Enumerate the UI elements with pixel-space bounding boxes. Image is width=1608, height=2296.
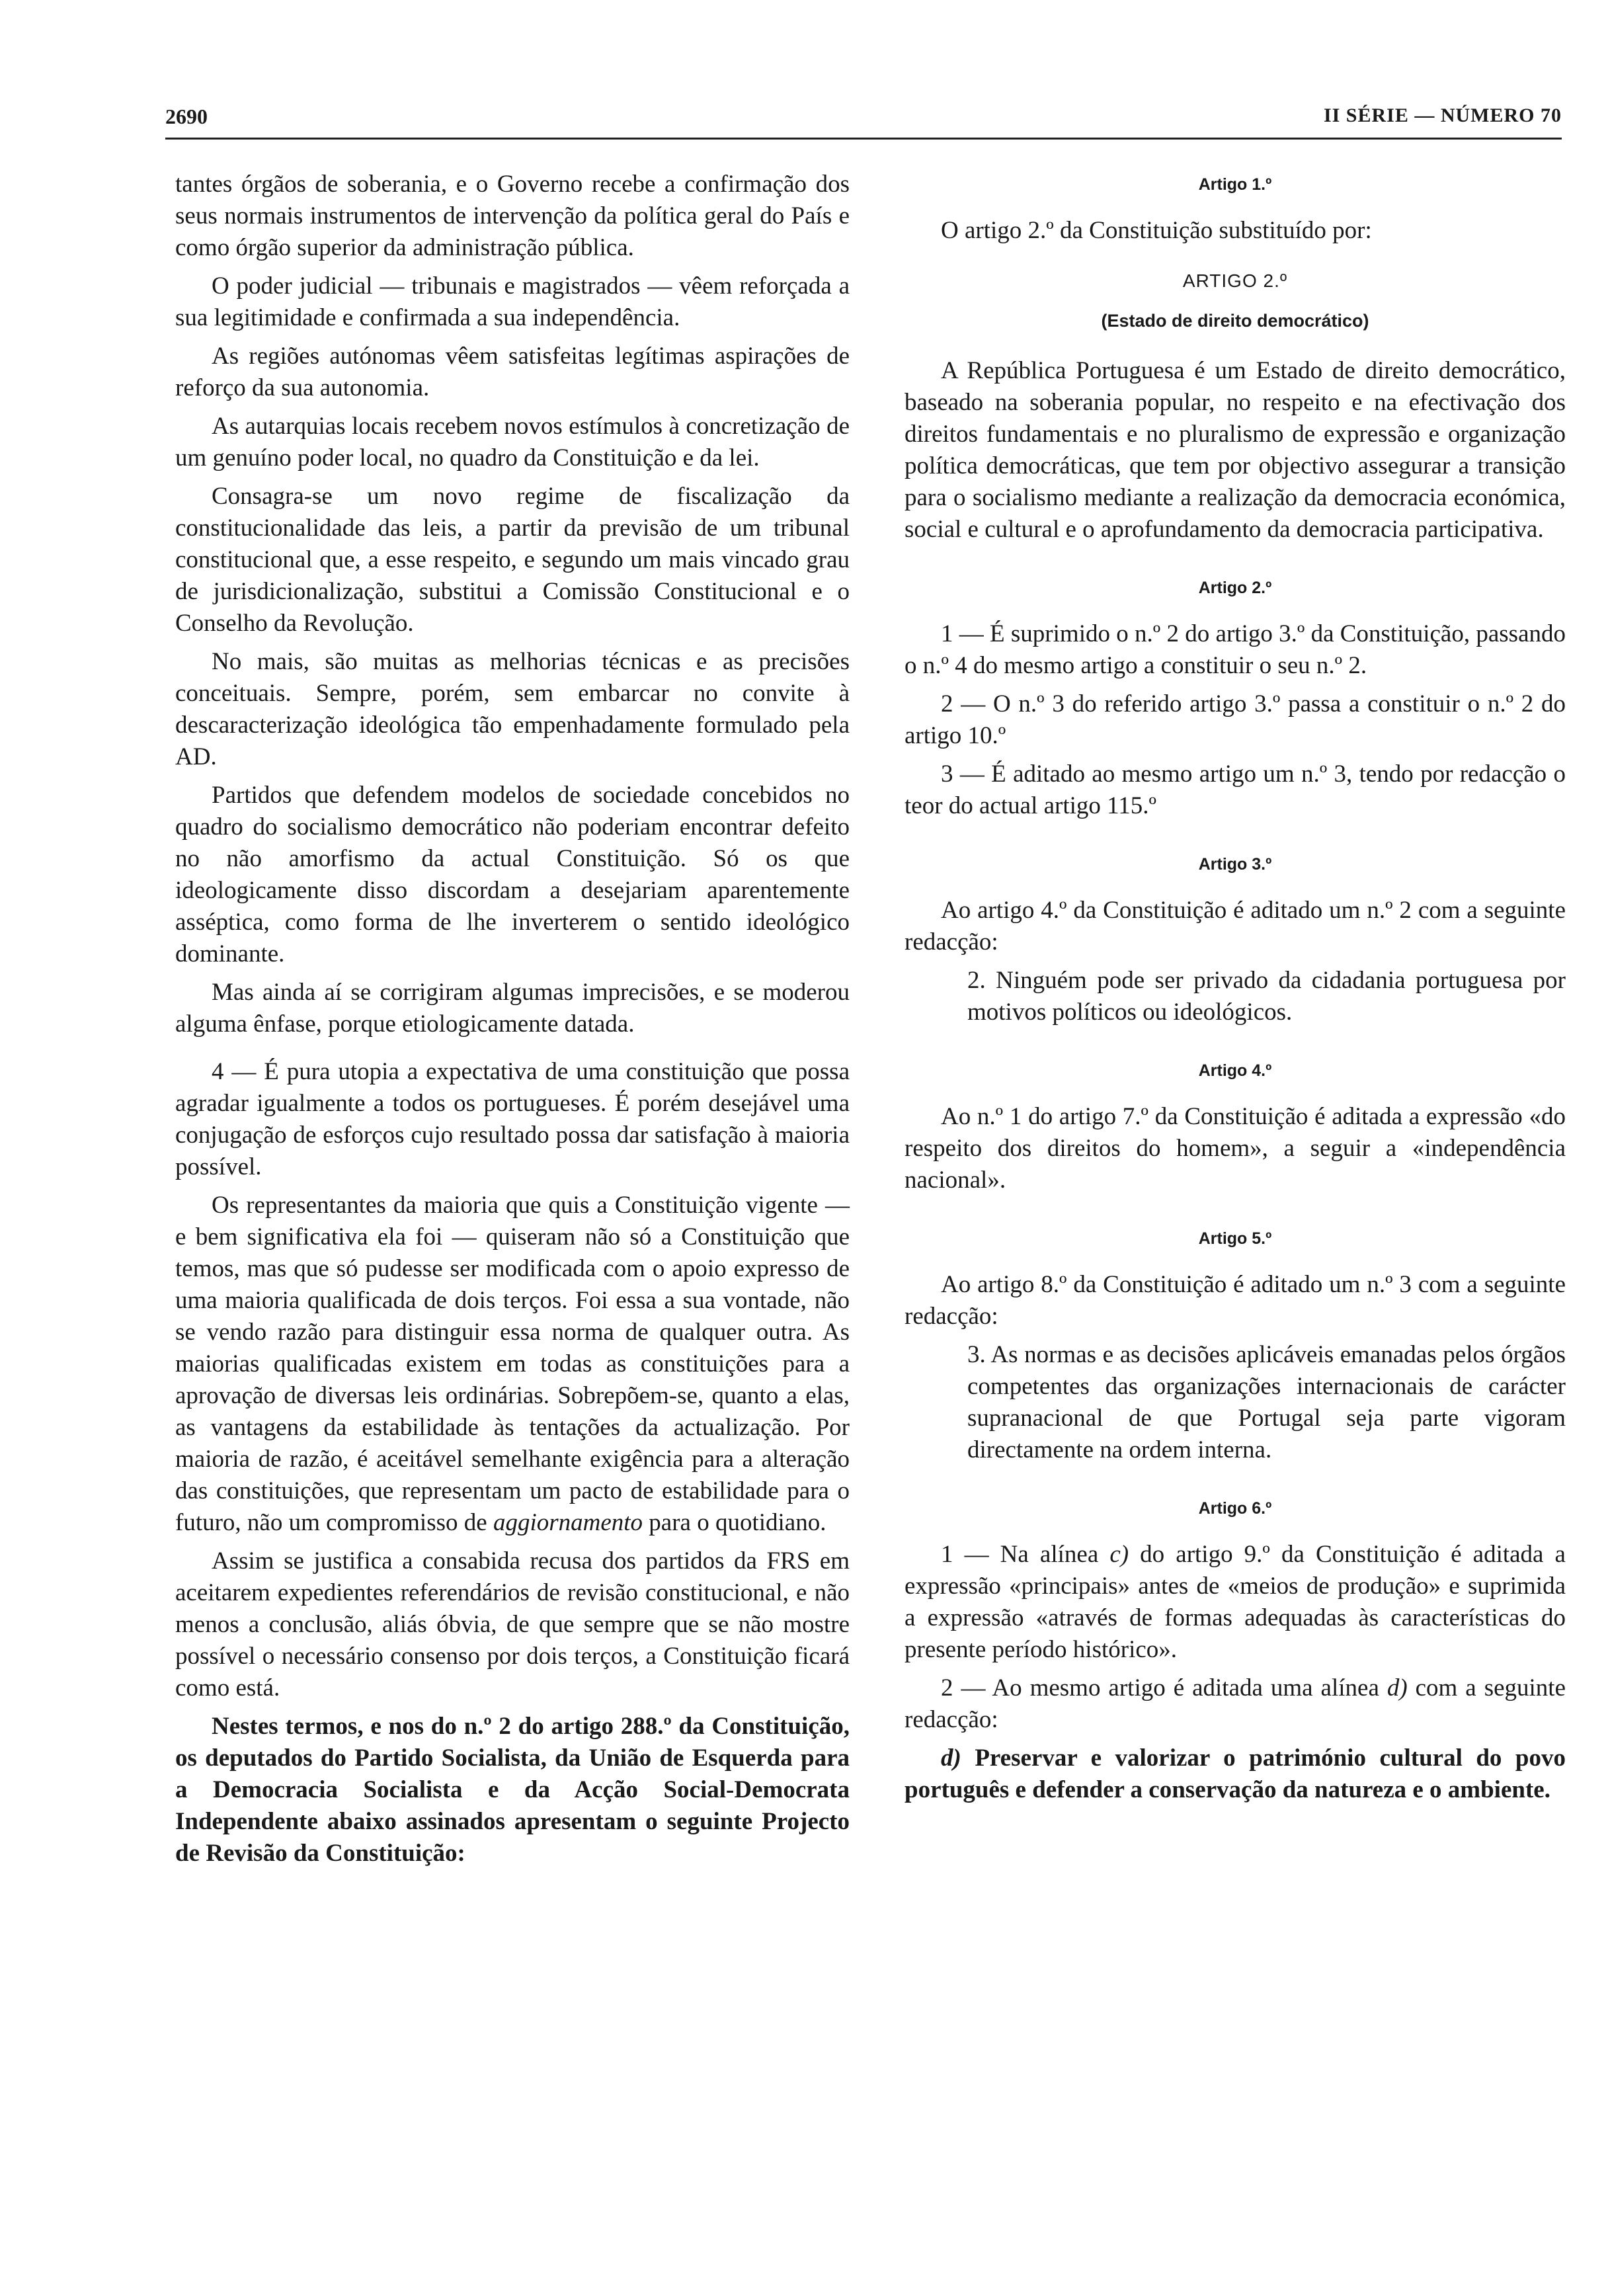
paragraph: 4 — É pura utopia a expectativa de uma constituição que possa agradar igualmente a todos os portugueses. É porém desejável uma conjugação de esforços cujo resultado possa dar satisfação à maioria possível. [175,1058,850,1180]
paragraph: Partidos que defendem modelos de sociedade concebidos no quadro do socialismo democrático não poderiam encontrar defeito no não amorfismo da actual Constituição. Só os que ideologicamente disso discordam a desejariam aparentemente asséptica, como forma de lhe inverterem o sentido ideológico dominante. [175,782,850,967]
paragraph [904,1672,1566,1736]
paragraph-text: 2 — Ao mesmo artigo é aditada uma alínea [941,1674,1387,1702]
paragraph-text: 1 — Na alínea [941,1541,1110,1568]
paragraph: A República Portuguesa é um Estado de direito democrático, baseado na soberania popular, no respeito e na efectivação dos direitos fundamentais e no pluralismo de expressão e organização política democráticas, que tem por objectivo assegurar a transição para o socialismo mediante a realização da democracia económica, social e cultural e o aprofundamento da democracia participativa. [904,357,1566,543]
paragraph-text: Preservar e valorizar o património cultural do povo português e defender a conservação da natureza e o ambiente. [904,1744,1566,1803]
paragraph-end: para o quotidiano. [643,1509,826,1536]
italic-term: aggiornamento [493,1509,643,1536]
quoted-text [967,1339,1566,1466]
quoted-text [967,965,1566,1028]
right-column [904,169,1566,1813]
paragraph: tantes órgãos de soberania, e o Governo recebe a confirmação dos seus normais instrumentos de intervenção da política geral do País e como órgão superior da administração pública. [175,171,850,261]
paragraph: Ao artigo 4.º da Constituição é aditado um n.º 2 com a seguinte redacção: [904,897,1566,956]
paragraph: No mais, são muitas as melhorias técnicas e as precisões conceituais. Sempre, porém, sem embarcar no convite à descaracterização ideológica tão empenhadamente formulado pela AD. [175,648,850,770]
paragraph: 3. As normas e as decisões aplicáveis emanadas pelos órgãos competentes das organizações internacionais de carácter supranacional de que Portugal seja parte vigoram directamente na ordem interna. [967,1341,1566,1463]
paragraph: O artigo 2.º da Constituição substituído por: [941,217,1372,244]
paragraph-text: com a seguinte redacção: [904,1674,1566,1733]
paragraph: Nestes termos, e nos do n.º 2 do artigo 288.º da Constituição, os deputados do Partido Socialista, da União de Esquerda para a Democracia Socialista e da Acção Social-Democrata Independente abaixo assinados apresentam o seguinte Projecto de Revisão da Constituição: [175,1713,850,1867]
paragraph: 1 — É suprimido o n.º 2 do artigo 3.º da Constituição, passando o n.º 4 do mesmo artigo a constituir o seu n.º 2. [904,620,1566,679]
paragraph-text: Os representantes da maioria que quis a Constituição vigente — e bem significativa ela foi — quiseram não só a Constituição que temos, mas que só pudesse ser modificada com o apoio expresso de uma maioria qualificada de dois terços. Foi essa a sua vontade, não se vendo razão para distinguir essa norma de qualquer outra. As maiorias qualificadas existem em todas as constituições para a aprovação de diversas leis ordinárias. Sobrepõem-se, quanto a elas, as vantagens da estabilidade às tentações da actualização. Por maioria de razão, é aceitável semelhante exigência para a alteração das constituições, que representam um pacto de estabilidade para o futuro, não um compromisso de [175,1192,850,1536]
paragraph: Ao n.º 1 do artigo 7.º da Constituição é aditada a expressão «do respeito dos direitos do homem», a seguir a «independência nacional». [904,1103,1566,1194]
article-heading: Artigo 6.º [1198,1499,1272,1518]
italic-term: d) [1387,1674,1408,1702]
paragraph: As autarquias locais recebem novos estímulos à concretização de um genuíno poder local, no quadro da Constituição e da lei. [175,413,850,472]
italic-term: d) [941,1744,961,1772]
paragraph [904,1742,1566,1806]
quoted-article-subtitle: (Estado de direito democrático) [1101,311,1369,331]
article-heading: Artigo 3.º [1198,855,1272,874]
paragraph: 3 — É aditado ao mesmo artigo um n.º 3, tendo por redacção o teor do actual artigo 115.º [904,760,1566,819]
paragraph: Ao artigo 8.º da Constituição é aditado um n.º 3 com a seguinte redacção: [904,1271,1566,1330]
paragraph [175,1190,850,1539]
paragraph: O poder judicial — tribunais e magistrados — vêem reforçada a sua legitimidade e confirmada a sua independência. [175,272,850,331]
series-number: II SÉRIE — NÚMERO 70 [1323,104,1562,126]
paragraph [904,1539,1566,1666]
paragraph-text: do artigo 9.º da Constituição é aditada a expressão «principais» antes de «meios de produção» e suprimida a expressão «através de formas adequadas às características do presente período histórico». [904,1541,1566,1663]
left-column [175,169,850,1876]
page-header [165,99,1562,139]
article-heading: Artigo 2.º [1198,579,1272,597]
page-number: 2690 [165,104,208,128]
paragraph: Consagra-se um novo regime de fiscalização da constitucionalidade das leis, a partir da previsão de um tribunal constitucional que, a esse respeito, e segundo um mais vincado grau de jurisdicionalização, substitui a Comissão Constitucional e o Conselho da Revolução. [175,483,850,637]
paragraph: 2. Ninguém pode ser privado da cidadania portuguesa por motivos políticos ou ideológicos. [967,967,1566,1026]
article-heading: Artigo 5.º [1198,1229,1272,1248]
article-heading: Artigo 4.º [1198,1061,1272,1080]
paragraph: As regiões autónomas vêem satisfeitas legítimas aspirações de reforço da sua autonomia. [175,343,850,401]
quoted-article-title: ARTIGO 2.º [1182,270,1288,291]
paragraph: Mas ainda aí se corrigiram algumas imprecisões, e se moderou alguma ênfase, porque etiologicamente datada. [175,979,850,1038]
article-heading: Artigo 1.º [1198,175,1272,194]
header-rule [165,138,1562,140]
paragraph: Assim se justifica a consabida recusa dos partidos da FRS em aceitarem expedientes referendários de revisão constitucional, e não menos a conclusão, aliás óbvia, de que sempre que se não mostre possível o necessário consenso por dois terços, a Constituição ficará como está. [175,1547,850,1702]
paragraph: 2 — O n.º 3 do referido artigo 3.º passa a constituir o n.º 2 do artigo 10.º [904,690,1566,749]
italic-term: c) [1109,1541,1129,1568]
